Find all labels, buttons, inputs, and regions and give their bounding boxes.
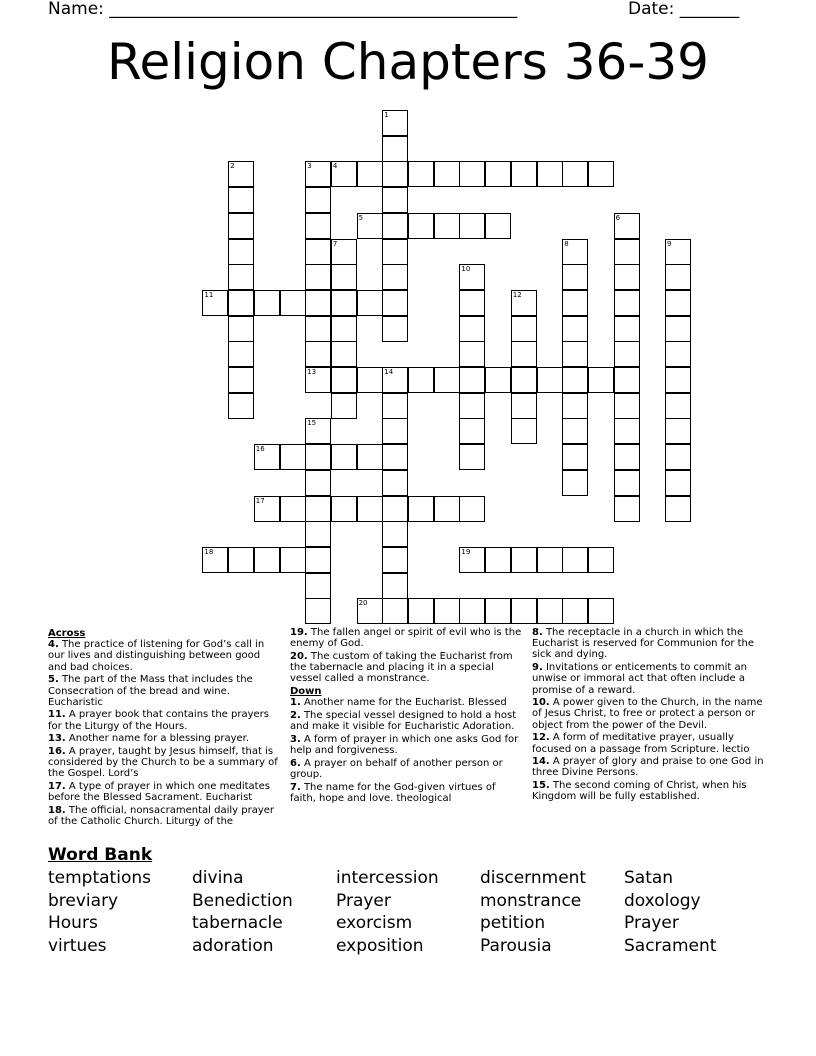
word-bank-item: Prayer bbox=[624, 913, 679, 933]
clue-column-1 bbox=[48, 627, 280, 829]
crossword-cell[interactable] bbox=[254, 444, 280, 470]
crossword-cell[interactable] bbox=[511, 547, 537, 573]
crossword-cell[interactable] bbox=[357, 161, 383, 187]
clue-column-3 bbox=[532, 627, 764, 804]
crossword-cell[interactable] bbox=[562, 290, 588, 316]
clue-number: 10 bbox=[461, 265, 471, 274]
crossword-cell[interactable] bbox=[305, 418, 331, 444]
clue-down-9: 9. Invitations or enticements to commit an unwise or immoral act that often include a promise of a reward. bbox=[532, 662, 747, 696]
crossword-cell[interactable] bbox=[511, 418, 537, 444]
crossword-cell[interactable] bbox=[511, 598, 537, 624]
clue-number: 9 bbox=[667, 239, 672, 248]
crossword-cell[interactable] bbox=[562, 418, 588, 444]
crossword-cell[interactable] bbox=[305, 547, 331, 573]
clue-across-13: 13. Another name for a blessing prayer. bbox=[48, 733, 250, 745]
crossword-cell[interactable] bbox=[382, 264, 408, 290]
crossword-cell[interactable] bbox=[614, 264, 640, 290]
crossword-cell[interactable] bbox=[614, 290, 640, 316]
word-bank-item: discernment bbox=[480, 868, 587, 888]
clue-across-19: 19. The fallen angel or spirit of evil who is the enemy of God. bbox=[290, 627, 522, 650]
crossword-cell[interactable] bbox=[305, 521, 331, 547]
crossword-cell[interactable] bbox=[537, 547, 563, 573]
word-bank-item: breviary bbox=[48, 891, 119, 911]
crossword-cell[interactable] bbox=[614, 393, 640, 419]
crossword-cell[interactable] bbox=[280, 547, 306, 573]
crossword-cell[interactable] bbox=[254, 496, 280, 522]
crossword-cell[interactable] bbox=[331, 444, 357, 470]
crossword-cell[interactable] bbox=[511, 341, 537, 367]
crossword-cell[interactable] bbox=[562, 239, 588, 265]
word-bank-item: tabernacle bbox=[192, 913, 283, 933]
crossword-cell[interactable] bbox=[614, 316, 640, 342]
crossword-cell[interactable] bbox=[305, 444, 331, 470]
clue-number: 12 bbox=[512, 290, 522, 299]
crossword-cell[interactable] bbox=[382, 290, 408, 316]
crossword-cell[interactable] bbox=[382, 418, 408, 444]
clue-number: 4 bbox=[332, 162, 338, 171]
crossword-cell[interactable] bbox=[459, 161, 485, 187]
crossword-cell[interactable] bbox=[562, 367, 588, 393]
crossword-cell[interactable] bbox=[459, 418, 485, 444]
crossword-cell[interactable] bbox=[382, 496, 408, 522]
date-field-label: Date: _______ bbox=[628, 0, 740, 19]
crossword-cell[interactable] bbox=[305, 316, 331, 342]
crossword-cell[interactable] bbox=[459, 547, 485, 573]
crossword-cell[interactable] bbox=[382, 573, 408, 599]
clue-number: 2 bbox=[230, 162, 235, 171]
clue-down-2: 2. The special vessel designed to hold a host and make it visible for Eucharistic Adoration. bbox=[290, 709, 517, 733]
clue-down-14: 14. A prayer of glory and praise to one God in three Divine Persons. bbox=[532, 756, 764, 779]
clue-number: 7 bbox=[332, 239, 338, 248]
crossword-cell[interactable] bbox=[382, 161, 408, 187]
crossword-cell[interactable] bbox=[459, 598, 485, 624]
crossword-cell[interactable] bbox=[562, 598, 588, 624]
crossword-cell[interactable] bbox=[305, 573, 331, 599]
crossword-cell[interactable] bbox=[537, 161, 563, 187]
crossword-cell[interactable] bbox=[588, 598, 614, 624]
clue-number: 20 bbox=[358, 599, 368, 608]
crossword-cell[interactable] bbox=[408, 496, 434, 522]
word-bank-item: exorcism bbox=[336, 913, 413, 933]
clue-number: 18 bbox=[204, 547, 214, 556]
word-bank-item: Hours bbox=[48, 913, 98, 933]
crossword-cell[interactable] bbox=[305, 264, 331, 290]
word-bank-item: exposition bbox=[336, 936, 424, 956]
crossword-cell[interactable] bbox=[665, 393, 691, 419]
crossword-cell[interactable] bbox=[228, 290, 254, 316]
crossword-cell[interactable] bbox=[305, 598, 331, 624]
crossword-cell[interactable] bbox=[228, 393, 254, 419]
crossword-cell[interactable] bbox=[305, 290, 331, 316]
crossword-cell[interactable] bbox=[562, 444, 588, 470]
crossword-cell[interactable] bbox=[485, 161, 511, 187]
clue-across-4: 4. The practice of listening for God’s call in our lives and distinguishing between good and bad choices. bbox=[48, 639, 265, 673]
crossword-cell[interactable] bbox=[562, 470, 588, 496]
crossword-cell[interactable] bbox=[459, 367, 485, 393]
crossword-cell[interactable] bbox=[228, 213, 254, 239]
crossword-cell[interactable] bbox=[305, 470, 331, 496]
word-bank-item: virtues bbox=[48, 936, 107, 956]
crossword-cell[interactable] bbox=[665, 239, 691, 265]
crossword-cell[interactable] bbox=[357, 367, 383, 393]
word-bank-heading: Word Bank bbox=[48, 845, 153, 865]
crossword-cell[interactable] bbox=[305, 496, 331, 522]
clue-down-15: 15. The second coming of Christ, when his Kingdom will be fully established. bbox=[532, 780, 747, 803]
crossword-cell[interactable] bbox=[665, 470, 691, 496]
crossword-cell[interactable] bbox=[511, 290, 537, 316]
clue-number: 1 bbox=[384, 111, 389, 119]
crossword-cell[interactable] bbox=[485, 367, 511, 393]
crossword-cell[interactable] bbox=[562, 341, 588, 367]
crossword-cell[interactable] bbox=[408, 161, 434, 187]
crossword-cell[interactable] bbox=[588, 547, 614, 573]
crossword-cell[interactable] bbox=[202, 547, 228, 573]
crossword-cell[interactable] bbox=[228, 161, 254, 187]
clue-down-6: 6. A prayer on behalf of another person or group. bbox=[290, 757, 503, 780]
crossword-cell[interactable] bbox=[434, 496, 460, 522]
clue-down-8: 8. The receptacle in a church in which the Eucharist is reserved for Communion for the sick and dying. bbox=[532, 627, 755, 661]
crossword-cell[interactable] bbox=[382, 213, 408, 239]
clue-across-16: 16. A prayer, taught by Jesus himself, that is considered by the Church to be a summary of the Gospel. Lord’s bbox=[48, 746, 278, 780]
crossword-cell[interactable] bbox=[408, 598, 434, 624]
crossword-cell[interactable] bbox=[382, 470, 408, 496]
crossword-cell[interactable] bbox=[228, 239, 254, 265]
crossword-cell[interactable] bbox=[434, 213, 460, 239]
crossword-cell[interactable] bbox=[357, 290, 383, 316]
crossword-cell[interactable] bbox=[382, 187, 408, 213]
crossword-cell[interactable] bbox=[485, 547, 511, 573]
crossword-cell[interactable] bbox=[331, 316, 357, 342]
crossword-cell[interactable] bbox=[665, 496, 691, 522]
crossword-cell[interactable] bbox=[665, 316, 691, 342]
word-bank-item: Satan bbox=[624, 868, 674, 888]
crossword-cell[interactable] bbox=[459, 264, 485, 290]
clue-down-12: 12. A form of meditative prayer, usually focused on a passage from Scripture. lectio bbox=[532, 732, 750, 755]
clue-number: 11 bbox=[204, 290, 214, 299]
crossword-cell[interactable] bbox=[382, 547, 408, 573]
crossword-cell[interactable] bbox=[459, 444, 485, 470]
word-bank-item: monstrance bbox=[480, 891, 582, 911]
crossword-cell[interactable] bbox=[280, 496, 306, 522]
crossword-cell[interactable] bbox=[331, 496, 357, 522]
crossword-cell[interactable] bbox=[665, 367, 691, 393]
crossword-cell[interactable] bbox=[614, 444, 640, 470]
crossword-cell[interactable] bbox=[511, 161, 537, 187]
crossword-cell[interactable] bbox=[228, 187, 254, 213]
clue-number: 5 bbox=[358, 213, 364, 222]
crossword-cell[interactable] bbox=[665, 341, 691, 367]
clue-across-5: 5. The part of the Mass that includes the Consecration of the bread and wine. Eucharistic bbox=[48, 674, 253, 708]
crossword-cell[interactable] bbox=[382, 521, 408, 547]
crossword-cell[interactable] bbox=[228, 316, 254, 342]
crossword-cell[interactable] bbox=[434, 161, 460, 187]
crossword-cell[interactable] bbox=[537, 598, 563, 624]
crossword-cell[interactable] bbox=[614, 367, 640, 393]
clue-number: 19 bbox=[461, 547, 471, 556]
crossword-cell[interactable] bbox=[228, 547, 254, 573]
crossword-cell[interactable] bbox=[614, 470, 640, 496]
crossword-cell[interactable] bbox=[280, 290, 306, 316]
word-bank-item: Sacrament bbox=[624, 936, 717, 956]
crossword-cell[interactable] bbox=[382, 444, 408, 470]
crossword-cell[interactable] bbox=[382, 110, 408, 136]
clue-across-18: 18. The official, nonsacramental daily prayer of the Catholic Church. Liturgy of the bbox=[48, 805, 275, 828]
word-bank-item: Prayer bbox=[336, 891, 391, 911]
across-heading: Across bbox=[48, 628, 86, 639]
word-bank-item: intercession bbox=[336, 868, 439, 888]
crossword-cell[interactable] bbox=[357, 496, 383, 522]
crossword-cell[interactable] bbox=[228, 341, 254, 367]
crossword-cell[interactable] bbox=[665, 418, 691, 444]
crossword-cell[interactable] bbox=[382, 316, 408, 342]
crossword-cell[interactable] bbox=[254, 290, 280, 316]
clue-down-7: 7. The name for the God-given virtues of faith, hope and love. theological bbox=[290, 781, 496, 804]
word-bank-item: Benediction bbox=[192, 891, 293, 911]
crossword-cell[interactable] bbox=[202, 290, 228, 316]
crossword-cell[interactable] bbox=[614, 341, 640, 367]
crossword-cell[interactable] bbox=[305, 187, 331, 213]
clue-number: 15 bbox=[307, 419, 317, 428]
crossword-cell[interactable] bbox=[408, 367, 434, 393]
crossword-cell[interactable] bbox=[562, 264, 588, 290]
crossword-cell[interactable] bbox=[331, 264, 357, 290]
clue-down-10: 10. A power given to the Church, in the name of Jesus Christ, to free or protect a person or object from the power of the Devil. bbox=[532, 697, 763, 731]
crossword-cell[interactable] bbox=[382, 136, 408, 162]
clue-across-20: 20. The custom of taking the Eucharist from the tabernacle and placing it in a special vessel called a monstrance. bbox=[290, 650, 513, 685]
crossword-cell[interactable] bbox=[357, 444, 383, 470]
crossword-cell[interactable] bbox=[305, 367, 331, 393]
crossword-cell[interactable] bbox=[459, 213, 485, 239]
page-title: Religion Chapters 36-39 bbox=[107, 33, 709, 91]
crossword-cell[interactable] bbox=[305, 161, 331, 187]
crossword-cell[interactable] bbox=[434, 367, 460, 393]
crossword-cell[interactable] bbox=[562, 547, 588, 573]
crossword-cell[interactable] bbox=[588, 367, 614, 393]
crossword-cell[interactable] bbox=[357, 213, 383, 239]
crossword-cell[interactable] bbox=[408, 213, 434, 239]
crossword-cell[interactable] bbox=[665, 290, 691, 316]
down-heading: Down bbox=[290, 686, 322, 698]
crossword-cell[interactable] bbox=[331, 341, 357, 367]
clue-down-1: 1. Another name for the Eucharist. Blessed bbox=[290, 697, 507, 709]
clue-number: 6 bbox=[615, 213, 621, 222]
crossword-cell[interactable] bbox=[228, 264, 254, 290]
word-bank-item: temptations bbox=[48, 868, 151, 888]
clue-down-3: 3. A form of prayer in which one asks God for help and forgiveness. bbox=[290, 733, 519, 757]
word-bank-item: petition bbox=[480, 913, 546, 933]
crossword-cell[interactable] bbox=[537, 367, 563, 393]
crossword-cell[interactable] bbox=[614, 213, 640, 239]
crossword-cell[interactable] bbox=[357, 598, 383, 624]
clue-number: 3 bbox=[307, 162, 312, 171]
crossword-cell[interactable] bbox=[305, 341, 331, 367]
crossword-cell[interactable] bbox=[562, 161, 588, 187]
clue-number: 8 bbox=[564, 239, 569, 248]
crossword-cell[interactable] bbox=[511, 393, 537, 419]
clue-across-11: 11. A prayer book that contains the prayers for the Liturgy of the Hours. bbox=[48, 709, 269, 732]
crossword-cell[interactable] bbox=[614, 418, 640, 444]
crossword-cell[interactable] bbox=[614, 496, 640, 522]
word-bank-item: adoration bbox=[192, 936, 274, 956]
crossword-cell[interactable] bbox=[459, 496, 485, 522]
crossword-cell[interactable] bbox=[511, 367, 537, 393]
crossword-cell[interactable] bbox=[228, 367, 254, 393]
crossword-cell[interactable] bbox=[665, 264, 691, 290]
crossword-cell[interactable] bbox=[382, 239, 408, 265]
crossword-cell[interactable] bbox=[459, 290, 485, 316]
clue-number: 16 bbox=[255, 445, 265, 454]
crossword-cell[interactable] bbox=[331, 393, 357, 419]
crossword-cell[interactable] bbox=[665, 444, 691, 470]
clue-column-2 bbox=[290, 627, 522, 806]
crossword-cell[interactable] bbox=[382, 367, 408, 393]
crossword-cell[interactable] bbox=[434, 598, 460, 624]
word-bank-item: divina bbox=[192, 868, 244, 888]
crossword-cell[interactable] bbox=[614, 239, 640, 265]
crossword-cell[interactable] bbox=[331, 367, 357, 393]
crossword-cell[interactable] bbox=[485, 213, 511, 239]
crossword-cell[interactable] bbox=[280, 444, 306, 470]
crossword-cell[interactable] bbox=[305, 239, 331, 265]
crossword-cell[interactable] bbox=[588, 161, 614, 187]
crossword-cell[interactable] bbox=[459, 316, 485, 342]
word-bank-item: doxology bbox=[624, 891, 701, 911]
clue-number: 13 bbox=[307, 368, 317, 376]
crossword-cell[interactable] bbox=[331, 239, 357, 265]
clue-number: 14 bbox=[384, 368, 394, 376]
crossword-cell[interactable] bbox=[562, 393, 588, 419]
clue-across-17: 17. A type of prayer in which one meditates before the Blessed Sacrament. Eucharist bbox=[48, 781, 270, 804]
crossword-cell[interactable] bbox=[459, 393, 485, 419]
crossword-cell[interactable] bbox=[562, 316, 588, 342]
crossword-cell[interactable] bbox=[382, 393, 408, 419]
crossword-cell[interactable] bbox=[305, 213, 331, 239]
crossword-cell[interactable] bbox=[459, 341, 485, 367]
word-bank-item: Parousia bbox=[480, 936, 552, 956]
crossword-cell[interactable] bbox=[254, 547, 280, 573]
crossword-cell[interactable] bbox=[382, 598, 408, 624]
crossword-cell[interactable] bbox=[485, 598, 511, 624]
crossword-cell[interactable] bbox=[331, 290, 357, 316]
clue-number: 17 bbox=[255, 496, 265, 505]
name-field-label: Name: ________________________________________________ bbox=[48, 0, 518, 19]
crossword-cell[interactable] bbox=[331, 161, 357, 187]
crossword-cell[interactable] bbox=[511, 316, 537, 342]
